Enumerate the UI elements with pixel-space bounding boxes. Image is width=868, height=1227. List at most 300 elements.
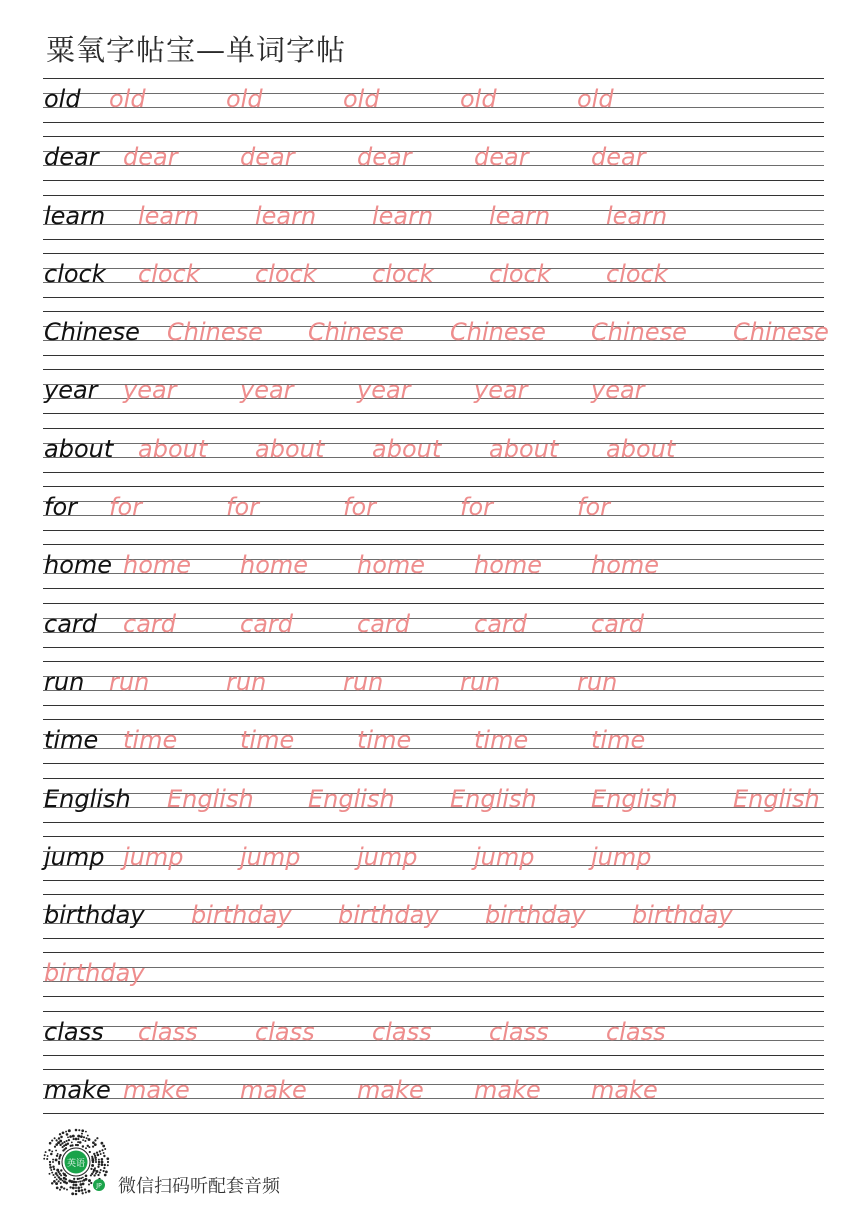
qr-dot — [57, 1180, 59, 1182]
trace-word: birthday — [485, 901, 586, 930]
qr-dot — [77, 1187, 80, 1190]
qr-dot — [100, 1169, 102, 1171]
qr-dot — [89, 1151, 91, 1153]
qr-dot — [94, 1157, 97, 1160]
trace-word: card — [591, 609, 645, 638]
practice-row — [43, 544, 824, 602]
qr-dot — [51, 1150, 53, 1152]
qr-dot — [85, 1131, 87, 1133]
rule-line — [43, 472, 824, 473]
qr-dot — [79, 1141, 82, 1144]
word-line — [43, 492, 824, 524]
trace-word: for — [343, 493, 376, 522]
trace-word: dear — [240, 143, 295, 172]
qr-dot — [73, 1178, 75, 1180]
rule-line — [43, 996, 824, 997]
practice-row — [43, 778, 824, 836]
trace-word: home — [240, 551, 309, 580]
qr-dot — [77, 1178, 79, 1180]
qr-dot — [84, 1188, 86, 1190]
qr-dot — [101, 1149, 103, 1151]
practice-sheet — [43, 78, 829, 1127]
word-line — [43, 842, 824, 874]
rule-line — [43, 369, 824, 370]
qr-dot — [46, 1158, 48, 1160]
qr-dot — [90, 1182, 92, 1184]
trace-word: about — [606, 434, 676, 463]
qr-dot — [62, 1131, 65, 1134]
trace-word: birthday — [338, 901, 439, 930]
qr-dot — [60, 1169, 62, 1171]
word-line — [43, 317, 829, 349]
qr-dot — [55, 1158, 58, 1161]
word-line — [43, 958, 824, 990]
page-title: 粟氧字帖宝—单词字帖 — [46, 33, 347, 67]
qr-dot — [101, 1161, 104, 1164]
qr-dot — [52, 1159, 54, 1161]
qr-dot — [59, 1144, 61, 1146]
trace-word: learn — [255, 201, 317, 230]
qr-dot — [78, 1129, 80, 1131]
trace-word: jump — [123, 842, 184, 871]
trace-word: English — [591, 784, 678, 813]
qr-dot — [51, 1172, 53, 1174]
qr-dot — [57, 1153, 59, 1155]
word-line — [43, 667, 824, 699]
rule-line — [43, 763, 824, 764]
qr-dot — [88, 1179, 91, 1182]
word-line — [43, 259, 824, 291]
qr-dot — [61, 1142, 63, 1144]
practice-row — [43, 661, 824, 719]
qr-dot — [59, 1140, 62, 1143]
trace-word: class — [138, 1017, 198, 1046]
qr-dot — [62, 1172, 64, 1174]
trace-word: card — [240, 609, 294, 638]
qr-dot — [77, 1181, 79, 1183]
qr-dot — [98, 1159, 100, 1161]
qr-dot — [77, 1138, 79, 1140]
word-line — [43, 1075, 824, 1107]
qr-dot — [82, 1183, 85, 1186]
trace-word: for — [460, 493, 493, 522]
qr-dot — [93, 1174, 95, 1176]
qr-dot — [65, 1131, 67, 1133]
trace-word: birthday — [191, 901, 292, 930]
trace-word: old — [577, 85, 614, 113]
trace-word: class — [489, 1017, 549, 1046]
rule-line — [43, 428, 824, 429]
rule-line — [43, 1069, 824, 1070]
qr-dot — [80, 1186, 82, 1188]
trace-word: run — [460, 667, 501, 696]
rule-line — [43, 705, 824, 706]
qr-dot — [48, 1149, 50, 1151]
qr-dot — [49, 1161, 51, 1163]
rule-line — [43, 413, 824, 414]
word-line — [43, 550, 824, 582]
qr-dot — [75, 1129, 78, 1132]
rule-line — [43, 588, 824, 589]
qr-dot — [60, 1182, 62, 1184]
qr-dot — [63, 1180, 66, 1183]
qr-dot — [96, 1170, 99, 1173]
qr-dot — [83, 1179, 86, 1182]
qr-dot — [73, 1138, 75, 1140]
trace-word: make — [357, 1076, 424, 1105]
trace-word: class — [255, 1017, 315, 1046]
qr-dot — [79, 1181, 81, 1183]
qr-dot — [83, 1136, 85, 1138]
qr-dot — [90, 1168, 92, 1170]
model-word: Chinese — [44, 318, 140, 347]
trace-word: class — [372, 1017, 432, 1046]
qr-dot — [78, 1189, 81, 1192]
rule-line — [43, 894, 824, 895]
trace-word: jump — [474, 842, 535, 871]
qr-dot — [99, 1172, 101, 1174]
trace-word: run — [343, 667, 384, 696]
trace-word: run — [109, 667, 150, 696]
qr-dot — [53, 1180, 56, 1183]
qr-dot — [91, 1164, 94, 1167]
rule-line — [43, 355, 824, 356]
trace-word: class — [606, 1017, 666, 1046]
practice-row — [43, 136, 824, 194]
qr-dot — [77, 1141, 79, 1143]
qr-dot — [82, 1145, 84, 1147]
qr-dot — [77, 1144, 79, 1146]
qr-dot — [56, 1187, 59, 1190]
word-line — [43, 900, 824, 932]
trace-word: clock — [138, 259, 200, 288]
qr-dot — [97, 1166, 99, 1168]
qr-dot — [88, 1146, 90, 1148]
qr-dot — [59, 1189, 61, 1191]
qr-dot — [82, 1139, 84, 1141]
qr-dot — [62, 1180, 64, 1182]
qr-dot — [97, 1174, 99, 1176]
qr-dot — [69, 1186, 71, 1188]
qr-dot — [85, 1191, 87, 1193]
trace-word: year — [591, 376, 645, 405]
trace-word: home — [123, 551, 192, 580]
qr-dot — [53, 1168, 55, 1170]
trace-word: clock — [606, 259, 668, 288]
qr-dot — [80, 1135, 83, 1138]
model-word: for — [44, 493, 77, 522]
word-line — [43, 1017, 824, 1049]
rule-line — [43, 603, 824, 604]
qr-dot — [66, 1189, 68, 1191]
trace-word: time — [357, 726, 412, 755]
rule-line — [43, 822, 824, 823]
rule-line — [43, 78, 824, 79]
qr-dot — [82, 1192, 84, 1194]
trace-word: make — [474, 1076, 541, 1105]
qr-dot — [103, 1152, 105, 1154]
rule-line — [43, 778, 824, 779]
word-line — [43, 609, 824, 641]
qr-dot — [60, 1186, 63, 1189]
trace-word: dear — [357, 143, 412, 172]
trace-word: card — [123, 609, 177, 638]
qr-dot — [68, 1139, 70, 1141]
model-word: run — [44, 667, 85, 696]
wechat-qr-code-icon[interactable] — [40, 1126, 112, 1198]
qr-dot — [81, 1133, 83, 1135]
qr-dot — [54, 1137, 56, 1139]
model-word: dear — [44, 143, 99, 172]
trace-word: clock — [372, 259, 434, 288]
rule-line — [43, 1113, 824, 1114]
qr-dot — [66, 1133, 69, 1136]
qr-dot — [94, 1143, 97, 1146]
qr-dot — [92, 1146, 94, 1148]
practice-row — [43, 311, 829, 369]
trace-word: jump — [591, 842, 652, 871]
model-word: home — [44, 551, 113, 580]
model-word: jump — [44, 842, 105, 871]
qr-dot — [101, 1158, 104, 1161]
trace-word: Chinese — [167, 318, 263, 347]
qr-dot — [86, 1137, 88, 1139]
trace-word: run — [226, 667, 267, 696]
qr-dot — [58, 1157, 60, 1159]
trace-word: dear — [474, 143, 529, 172]
trace-word: birthday — [632, 901, 733, 930]
trace-word: about — [489, 434, 559, 463]
qr-dot — [91, 1159, 94, 1162]
qr-dot — [75, 1184, 78, 1187]
qr-dot — [56, 1178, 58, 1180]
qr-dot — [67, 1136, 69, 1138]
qr-dot — [102, 1145, 105, 1148]
qr-dot — [84, 1140, 86, 1142]
qr-dot — [56, 1169, 59, 1172]
qr-dot — [68, 1180, 71, 1183]
qr-dot — [47, 1155, 49, 1157]
footer — [40, 1126, 440, 1198]
rule-line — [43, 1055, 824, 1056]
qr-dot — [101, 1142, 104, 1145]
rule-line — [43, 486, 824, 487]
qr-dot — [71, 1141, 73, 1143]
qr-dot — [75, 1187, 77, 1189]
qr-dot — [95, 1161, 97, 1163]
trace-word: card — [357, 609, 411, 638]
qr-dot — [68, 1129, 71, 1132]
qr-dot — [56, 1155, 58, 1157]
model-word: card — [44, 609, 98, 638]
model-word: clock — [44, 259, 106, 288]
rule-line — [43, 180, 824, 181]
practice-row — [43, 195, 824, 253]
qr-dot — [52, 1166, 55, 1169]
qr-dot — [106, 1157, 109, 1160]
qr-dot — [79, 1183, 82, 1186]
qr-dot — [54, 1176, 56, 1178]
trace-word: learn — [138, 201, 200, 230]
qr-dot — [81, 1129, 84, 1132]
practice-row — [43, 78, 824, 136]
qr-dot — [65, 1147, 67, 1149]
qr-dot — [72, 1184, 74, 1186]
model-word: make — [44, 1076, 111, 1105]
model-word: birthday — [44, 901, 145, 930]
word-line — [43, 725, 824, 757]
trace-word: for — [226, 493, 259, 522]
qr-dot — [80, 1177, 82, 1179]
practice-row — [43, 836, 824, 894]
trace-word: year — [357, 376, 411, 405]
trace-word: about — [255, 434, 325, 463]
qr-dot — [44, 1154, 46, 1156]
qr-dot — [45, 1151, 47, 1153]
qr-dot — [72, 1135, 75, 1138]
trace-word: dear — [591, 143, 646, 172]
qr-dot — [96, 1151, 98, 1153]
trace-word: Chinese — [450, 318, 546, 347]
qr-dot — [95, 1173, 97, 1175]
trace-word: time — [123, 726, 178, 755]
qr-dot — [75, 1190, 77, 1192]
trace-word: English — [308, 784, 395, 813]
qr-dot — [63, 1187, 65, 1189]
qr-dot — [43, 1158, 45, 1160]
qr-dot — [98, 1161, 100, 1163]
trace-word: make — [591, 1076, 658, 1105]
trace-word: Chinese — [591, 318, 687, 347]
qr-dot — [99, 1150, 101, 1152]
qr-dot — [77, 1135, 80, 1138]
qr-dot — [97, 1154, 100, 1157]
practice-row — [43, 603, 824, 661]
trace-word: run — [577, 667, 618, 696]
rule-line — [43, 719, 824, 720]
trace-word: English — [450, 784, 537, 813]
qr-dot — [103, 1167, 105, 1169]
rule-line — [43, 836, 824, 837]
qr-dot — [85, 1147, 87, 1149]
trace-word: about — [372, 434, 442, 463]
model-word: learn — [44, 201, 106, 230]
trace-word: for — [109, 493, 142, 522]
qr-dot — [63, 1141, 65, 1143]
qr-dot — [90, 1174, 92, 1176]
rule-line — [43, 938, 824, 939]
model-word: English — [44, 784, 131, 813]
qr-dot — [75, 1138, 78, 1141]
qr-dot — [59, 1154, 61, 1156]
trace-word: learn — [489, 201, 551, 230]
qr-dot — [71, 1144, 73, 1146]
qr-dot — [103, 1155, 105, 1157]
practice-row — [43, 486, 824, 544]
trace-word: home — [357, 551, 426, 580]
qr-dot — [49, 1164, 51, 1166]
qr-dot — [104, 1174, 107, 1177]
trace-word: old — [226, 85, 263, 113]
qr-dot — [66, 1140, 68, 1142]
qr-dot — [95, 1159, 97, 1161]
word-line — [43, 142, 824, 174]
rule-line — [43, 661, 824, 662]
trace-word: English — [733, 784, 820, 813]
model-word: class — [44, 1017, 104, 1046]
rule-line — [43, 122, 824, 123]
trace-word: home — [474, 551, 543, 580]
qr-dot — [96, 1137, 98, 1139]
trace-word: year — [123, 376, 177, 405]
qr-dot — [55, 1172, 58, 1175]
trace-word: time — [240, 726, 295, 755]
qr-dot — [72, 1186, 75, 1189]
qr-dot — [52, 1174, 54, 1176]
practice-row — [43, 952, 824, 1010]
word-line — [43, 84, 824, 116]
rule-line — [43, 136, 824, 137]
trace-word: make — [123, 1076, 190, 1105]
trace-word: time — [591, 726, 646, 755]
qr-dot — [82, 1177, 84, 1179]
practice-row — [43, 894, 824, 952]
model-word: year — [44, 376, 98, 405]
qr-dot — [55, 1182, 58, 1185]
qr-dot — [50, 1169, 52, 1171]
qr-dot — [60, 1136, 63, 1139]
trace-word: old — [460, 85, 497, 113]
qr-dot — [81, 1189, 84, 1192]
trace-word: learn — [372, 201, 434, 230]
rule-line — [43, 253, 824, 254]
rule-line — [43, 544, 824, 545]
word-line — [43, 784, 824, 816]
practice-row — [43, 719, 824, 777]
qr-dot — [59, 1133, 61, 1135]
rule-line — [43, 530, 824, 531]
qr-dot — [49, 1173, 51, 1175]
qr-dot — [98, 1163, 100, 1165]
practice-row — [43, 1069, 824, 1127]
qr-dot — [100, 1153, 102, 1155]
qr-dot — [94, 1139, 96, 1141]
trace-word: clock — [489, 259, 551, 288]
rule-line — [43, 195, 824, 196]
rule-line — [43, 880, 824, 881]
qr-dot — [101, 1163, 104, 1166]
trace-word: year — [474, 376, 528, 405]
qr-dot — [107, 1164, 109, 1166]
trace-word: English — [167, 784, 254, 813]
trace-word: time — [474, 726, 529, 755]
qr-dot — [51, 1182, 53, 1184]
trace-word: jump — [357, 842, 418, 871]
qr-dot — [75, 1193, 78, 1196]
rule-line — [43, 647, 824, 648]
qr-dot — [49, 1166, 52, 1169]
rule-line — [43, 311, 824, 312]
qr-dot — [81, 1180, 83, 1182]
footer-caption: 微信扫码听配套音频 — [118, 1176, 280, 1197]
trace-word: birthday — [44, 959, 145, 988]
qr-dot — [104, 1164, 106, 1166]
qr-dot — [104, 1148, 106, 1150]
trace-word: home — [591, 551, 660, 580]
trace-word: dear — [123, 143, 178, 172]
qr-dot — [87, 1135, 89, 1137]
rule-line — [43, 1011, 824, 1012]
